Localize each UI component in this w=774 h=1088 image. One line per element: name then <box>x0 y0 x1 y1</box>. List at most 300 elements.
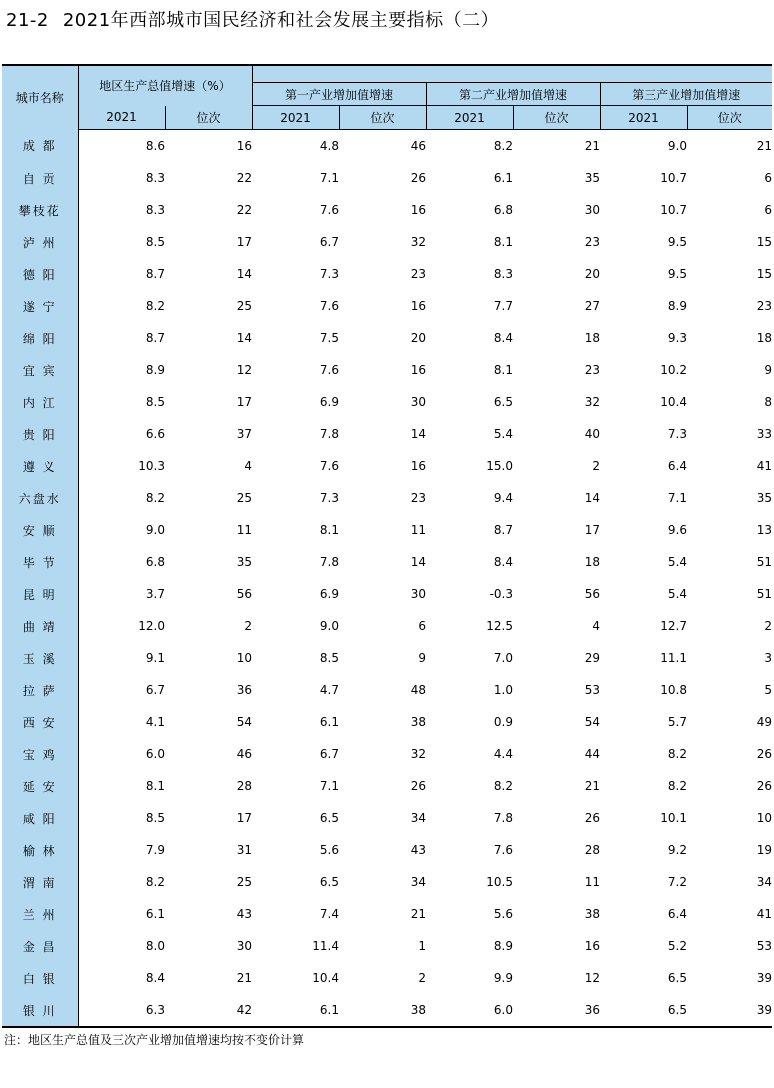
city-cell: 安 顺 <box>2 514 78 546</box>
tertiary-value-cell: 12.7 <box>660 619 687 633</box>
table-row <box>2 642 772 674</box>
secondary-value-cell: 0.9 <box>493 715 513 729</box>
tertiary-value-cell: 7.1 <box>667 491 687 505</box>
primary-value-cell: 10.4 <box>312 971 339 985</box>
gdp-value-cell: 6.3 <box>145 1003 165 1017</box>
tertiary-rank-cell: 49 <box>756 715 773 729</box>
table-row <box>2 994 772 1027</box>
gdp-rank-cell: 43 <box>236 907 252 921</box>
table-row <box>2 674 772 706</box>
city-cell: 攀枝花 <box>2 194 78 226</box>
tertiary-value-cell: 6.5 <box>667 1003 687 1017</box>
table-row <box>2 962 772 994</box>
tertiary-year-header: 2021 <box>600 106 687 130</box>
city-cell: 延 安 <box>2 770 78 802</box>
table-row <box>2 130 772 163</box>
secondary-rank-cell: 23 <box>584 235 600 249</box>
primary-rank-cell: 38 <box>410 1003 426 1017</box>
table-number: 21-2 <box>6 10 49 31</box>
secondary-rank-cell: 2 <box>592 459 600 473</box>
secondary-value-cell: 6.1 <box>493 171 513 185</box>
primary-rank-cell: 16 <box>410 363 426 377</box>
primary-rank-cell: 46 <box>410 139 426 153</box>
tertiary-value-cell: 10.7 <box>660 203 687 217</box>
secondary-value-cell: 7.0 <box>493 651 513 665</box>
primary-rank-cell: 16 <box>410 203 426 217</box>
secondary-value-cell: 1.0 <box>493 683 513 697</box>
gdp-rank-cell: 42 <box>236 1003 252 1017</box>
secondary-rank-cell: 26 <box>584 811 600 825</box>
primary-rank-cell: 38 <box>410 715 426 729</box>
secondary-rank-cell: 56 <box>584 587 600 601</box>
secondary-value-cell: 10.5 <box>486 875 513 889</box>
city-cell: 昆 明 <box>2 578 78 610</box>
tertiary-rank-cell: 21 <box>756 139 773 153</box>
secondary-rank-cell: 54 <box>584 715 600 729</box>
secondary-rank-cell: 44 <box>584 747 600 761</box>
city-cell: 自 贡 <box>2 162 78 194</box>
gdp-value-cell: 8.5 <box>145 811 165 825</box>
tertiary-value-cell: 10.1 <box>660 811 687 825</box>
table-row <box>2 514 772 546</box>
gdp-value-cell: 9.1 <box>145 651 165 665</box>
gdp-rank-cell: 25 <box>236 491 252 505</box>
secondary-value-cell: 9.9 <box>493 971 513 985</box>
gdp-rank-header: 位次 <box>165 106 252 130</box>
primary-value-cell: 6.9 <box>319 395 339 409</box>
gdp-rank-cell: 4 <box>244 459 252 473</box>
primary-rank-header: 位次 <box>339 106 426 130</box>
gdp-value-cell: 6.1 <box>145 907 165 921</box>
secondary-value-cell: 8.2 <box>493 139 513 153</box>
gdp-value-cell: 8.5 <box>145 235 165 249</box>
city-cell: 渭 南 <box>2 866 78 898</box>
primary-value-cell: 6.1 <box>319 715 339 729</box>
gdp-value-cell: 4.1 <box>145 715 165 729</box>
footnote: 注：地区生产总值及三次产业增加值增速均按不变价计算 <box>4 1033 305 1047</box>
primary-year-header: 2021 <box>252 106 339 130</box>
primary-rank-cell: 32 <box>410 235 426 249</box>
table-row <box>2 738 772 770</box>
secondary-rank-cell: 36 <box>584 1003 600 1017</box>
secondary-value-cell: 12.5 <box>486 619 513 633</box>
city-cell: 咸 阳 <box>2 802 78 834</box>
primary-value-cell: 6.1 <box>319 1003 339 1017</box>
primary-value-cell: 7.8 <box>319 555 339 569</box>
secondary-value-cell: 5.4 <box>493 427 513 441</box>
primary-rank-cell: 14 <box>410 427 426 441</box>
tertiary-rank-cell: 53 <box>756 939 773 953</box>
secondary-value-cell: 7.6 <box>493 843 513 857</box>
tertiary-rank-cell: 23 <box>756 299 773 313</box>
secondary-rank-cell: 38 <box>584 907 600 921</box>
gdp-rank-cell: 2 <box>244 619 252 633</box>
secondary-year-header: 2021 <box>426 106 513 130</box>
table-row <box>2 386 772 418</box>
tertiary-value-cell: 6.5 <box>667 971 687 985</box>
tertiary-rank-cell: 34 <box>756 875 773 889</box>
gdp-growth-header: 地区生产总值增速（%） <box>78 65 252 106</box>
gdp-value-cell: 9.0 <box>145 523 165 537</box>
tertiary-value-cell: 7.2 <box>667 875 687 889</box>
gdp-rank-cell: 17 <box>236 395 252 409</box>
table-row <box>2 834 772 866</box>
secondary-value-cell: 8.1 <box>493 363 513 377</box>
gdp-value-cell: 7.9 <box>145 843 165 857</box>
primary-value-cell: 7.8 <box>319 427 339 441</box>
tertiary-rank-cell: 15 <box>756 235 773 249</box>
primary-rank-cell: 30 <box>410 587 426 601</box>
city-cell: 银 川 <box>2 994 78 1027</box>
primary-rank-cell: 9 <box>418 651 426 665</box>
secondary-value-cell: 8.2 <box>493 779 513 793</box>
table-row <box>2 226 772 258</box>
gdp-rank-cell: 35 <box>236 555 252 569</box>
tertiary-rank-cell: 19 <box>756 843 773 857</box>
primary-rank-cell: 6 <box>418 619 426 633</box>
tertiary-rank-cell: 41 <box>756 459 773 473</box>
city-cell: 贵 阳 <box>2 418 78 450</box>
gdp-rank-cell: 10 <box>236 651 252 665</box>
indicator-table <box>2 64 772 1028</box>
gdp-value-cell: 8.6 <box>145 139 165 153</box>
city-cell: 德 阳 <box>2 258 78 290</box>
table-row <box>2 290 772 322</box>
city-cell: 绵 阳 <box>2 322 78 354</box>
primary-rank-cell: 43 <box>410 843 426 857</box>
tertiary-rank-cell: 5 <box>764 683 773 697</box>
secondary-rank-cell: 4 <box>592 619 600 633</box>
gdp-value-cell: 6.6 <box>145 427 165 441</box>
tertiary-rank-cell: 26 <box>756 779 773 793</box>
gdp-rank-cell: 31 <box>236 843 252 857</box>
secondary-rank-cell: 18 <box>584 331 600 345</box>
primary-value-cell: 7.4 <box>319 907 339 921</box>
gdp-value-cell: 8.2 <box>145 875 165 889</box>
gdp-value-cell: 8.9 <box>145 363 165 377</box>
secondary-value-cell: 15.0 <box>486 459 513 473</box>
secondary-rank-cell: 32 <box>584 395 600 409</box>
gdp-value-cell: 8.1 <box>145 779 165 793</box>
gdp-value-cell: 6.8 <box>145 555 165 569</box>
city-cell: 毕 节 <box>2 546 78 578</box>
secondary-industry-header: 第二产业增加值增速 <box>426 83 600 106</box>
primary-rank-cell: 26 <box>410 779 426 793</box>
gdp-rank-cell: 16 <box>236 139 252 153</box>
city-cell: 兰 州 <box>2 898 78 930</box>
gdp-value-cell: 8.2 <box>145 491 165 505</box>
primary-rank-cell: 23 <box>410 267 426 281</box>
header-spacer <box>252 65 772 83</box>
tertiary-rank-cell: 51 <box>756 587 773 601</box>
table-row <box>2 450 772 482</box>
tertiary-value-cell: 10.2 <box>660 363 687 377</box>
primary-rank-cell: 16 <box>410 459 426 473</box>
tertiary-value-cell: 5.4 <box>667 555 687 569</box>
gdp-value-cell: 8.7 <box>145 331 165 345</box>
primary-value-cell: 7.6 <box>319 299 339 313</box>
secondary-value-cell: 8.4 <box>493 555 513 569</box>
table-row <box>2 322 772 354</box>
gdp-rank-cell: 12 <box>236 363 252 377</box>
gdp-rank-cell: 28 <box>236 779 252 793</box>
tertiary-value-cell: 9.5 <box>667 267 687 281</box>
gdp-year-header: 2021 <box>78 106 165 130</box>
primary-rank-cell: 30 <box>410 395 426 409</box>
table-title <box>6 6 499 32</box>
city-cell: 曲 靖 <box>2 610 78 642</box>
gdp-rank-cell: 46 <box>236 747 252 761</box>
tertiary-rank-cell: 51 <box>756 555 773 569</box>
city-cell: 金 昌 <box>2 930 78 962</box>
gdp-rank-cell: 36 <box>236 683 252 697</box>
primary-value-cell: 5.6 <box>319 843 339 857</box>
secondary-rank-cell: 27 <box>584 299 600 313</box>
tertiary-value-cell: 10.4 <box>660 395 687 409</box>
tertiary-value-cell: 8.2 <box>667 747 687 761</box>
city-cell: 成 都 <box>2 130 78 163</box>
city-cell: 六盘水 <box>2 482 78 514</box>
secondary-rank-cell: 14 <box>584 491 600 505</box>
tertiary-value-cell: 8.9 <box>667 299 687 313</box>
gdp-rank-cell: 22 <box>236 171 252 185</box>
primary-value-cell: 7.3 <box>319 267 339 281</box>
table-row <box>2 258 772 290</box>
primary-rank-cell: 34 <box>410 811 426 825</box>
secondary-rank-header: 位次 <box>513 106 600 130</box>
table-row <box>2 706 772 738</box>
primary-value-cell: 6.5 <box>319 811 339 825</box>
secondary-rank-cell: 18 <box>584 555 600 569</box>
secondary-rank-cell: 30 <box>584 203 600 217</box>
secondary-value-cell: 5.6 <box>493 907 513 921</box>
gdp-value-cell: 8.0 <box>145 939 165 953</box>
table-body <box>2 130 772 1028</box>
gdp-rank-cell: 14 <box>236 331 252 345</box>
primary-value-cell: 7.6 <box>319 459 339 473</box>
tertiary-industry-header: 第三产业增加值增速 <box>600 83 772 106</box>
gdp-rank-cell: 54 <box>236 715 252 729</box>
city-cell: 玉 溪 <box>2 642 78 674</box>
tertiary-rank-cell: 6 <box>764 171 773 185</box>
primary-rank-cell: 21 <box>410 907 426 921</box>
tertiary-rank-cell: 39 <box>756 971 773 985</box>
secondary-rank-cell: 11 <box>584 875 600 889</box>
secondary-value-cell: 6.8 <box>493 203 513 217</box>
gdp-rank-cell: 14 <box>236 267 252 281</box>
table-row <box>2 866 772 898</box>
table-row <box>2 354 772 386</box>
tertiary-value-cell: 10.7 <box>660 171 687 185</box>
gdp-rank-cell: 11 <box>236 523 252 537</box>
tertiary-value-cell: 9.0 <box>667 139 687 153</box>
gdp-rank-cell: 22 <box>236 203 252 217</box>
secondary-rank-cell: 17 <box>584 523 600 537</box>
gdp-value-cell: 8.7 <box>145 267 165 281</box>
gdp-value-cell: 8.4 <box>145 971 165 985</box>
tertiary-value-cell: 5.7 <box>667 715 687 729</box>
primary-rank-cell: 23 <box>410 491 426 505</box>
primary-value-cell: 8.1 <box>319 523 339 537</box>
tertiary-value-cell: 7.3 <box>667 427 687 441</box>
gdp-rank-cell: 17 <box>236 811 252 825</box>
secondary-value-cell: 4.4 <box>493 747 513 761</box>
tertiary-value-cell: 11.1 <box>660 651 687 665</box>
tertiary-rank-cell: 15 <box>756 267 773 281</box>
tertiary-rank-cell: 26 <box>756 747 773 761</box>
primary-value-cell: 8.5 <box>319 651 339 665</box>
secondary-rank-cell: 21 <box>584 139 600 153</box>
primary-rank-cell: 26 <box>410 171 426 185</box>
secondary-value-cell: 6.0 <box>493 1003 513 1017</box>
secondary-rank-cell: 16 <box>584 939 600 953</box>
primary-industry-header: 第一产业增加值增速 <box>252 83 426 106</box>
primary-rank-cell: 32 <box>410 747 426 761</box>
tertiary-rank-cell: 9 <box>764 363 773 377</box>
primary-value-cell: 7.3 <box>319 491 339 505</box>
gdp-value-cell: 8.2 <box>145 299 165 313</box>
secondary-value-cell: 8.7 <box>493 523 513 537</box>
city-cell: 白 银 <box>2 962 78 994</box>
primary-value-cell: 4.8 <box>319 139 339 153</box>
secondary-value-cell: 9.4 <box>493 491 513 505</box>
table-header <box>2 65 772 130</box>
gdp-value-cell: 10.3 <box>138 459 165 473</box>
primary-rank-cell: 34 <box>410 875 426 889</box>
primary-value-cell: 7.5 <box>319 331 339 345</box>
table-row <box>2 194 772 226</box>
gdp-value-cell: 8.3 <box>145 171 165 185</box>
secondary-value-cell: -0.3 <box>489 587 513 601</box>
tertiary-rank-cell: 13 <box>756 523 773 537</box>
primary-rank-cell: 20 <box>410 331 426 345</box>
city-cell: 内 江 <box>2 386 78 418</box>
tertiary-value-cell: 6.4 <box>667 907 687 921</box>
table-row <box>2 418 772 450</box>
gdp-value-cell: 8.5 <box>145 395 165 409</box>
table-row <box>2 578 772 610</box>
primary-rank-cell: 48 <box>410 683 426 697</box>
tertiary-value-cell: 5.2 <box>667 939 687 953</box>
tertiary-rank-cell: 10 <box>756 811 773 825</box>
tertiary-value-cell: 9.3 <box>667 331 687 345</box>
gdp-rank-cell: 37 <box>236 427 252 441</box>
primary-value-cell: 11.4 <box>312 939 339 953</box>
primary-value-cell: 7.6 <box>319 363 339 377</box>
gdp-value-cell: 6.0 <box>145 747 165 761</box>
city-cell: 宝 鸡 <box>2 738 78 770</box>
tertiary-rank-header: 位次 <box>687 106 772 130</box>
secondary-rank-cell: 12 <box>584 971 600 985</box>
table-row <box>2 546 772 578</box>
primary-value-cell: 7.1 <box>319 779 339 793</box>
city-cell: 西 安 <box>2 706 78 738</box>
gdp-rank-cell: 21 <box>236 971 252 985</box>
primary-value-cell: 6.7 <box>319 747 339 761</box>
gdp-value-cell: 12.0 <box>138 619 165 633</box>
secondary-rank-cell: 28 <box>584 843 600 857</box>
gdp-value-cell: 6.7 <box>145 683 165 697</box>
secondary-value-cell: 7.8 <box>493 811 513 825</box>
gdp-value-cell: 8.3 <box>145 203 165 217</box>
city-cell: 拉 萨 <box>2 674 78 706</box>
city-cell: 遂 宁 <box>2 290 78 322</box>
tertiary-value-cell: 9.5 <box>667 235 687 249</box>
table-row <box>2 770 772 802</box>
gdp-rank-cell: 25 <box>236 875 252 889</box>
tertiary-rank-cell: 18 <box>756 331 773 345</box>
table-row <box>2 610 772 642</box>
primary-value-cell: 4.7 <box>319 683 339 697</box>
primary-value-cell: 6.9 <box>319 587 339 601</box>
primary-value-cell: 7.6 <box>319 203 339 217</box>
secondary-value-cell: 8.3 <box>493 267 513 281</box>
secondary-rank-cell: 40 <box>584 427 600 441</box>
tertiary-value-cell: 5.4 <box>667 587 687 601</box>
table-row <box>2 162 772 194</box>
tertiary-rank-cell: 8 <box>764 395 773 409</box>
gdp-rank-cell: 17 <box>236 235 252 249</box>
table-row <box>2 482 772 514</box>
city-cell: 榆 林 <box>2 834 78 866</box>
table-row <box>2 802 772 834</box>
primary-rank-cell: 2 <box>418 971 426 985</box>
primary-rank-cell: 14 <box>410 555 426 569</box>
tertiary-rank-cell: 39 <box>756 1003 773 1017</box>
table-title-text: 2021年西部城市国民经济和社会发展主要指标（二） <box>62 10 500 31</box>
table-row <box>2 898 772 930</box>
secondary-rank-cell: 21 <box>584 779 600 793</box>
secondary-value-cell: 8.1 <box>493 235 513 249</box>
tertiary-rank-cell: 35 <box>756 491 773 505</box>
tertiary-rank-cell: 2 <box>764 619 773 633</box>
city-column-header: 城市名称 <box>2 65 78 130</box>
secondary-value-cell: 8.4 <box>493 331 513 345</box>
tertiary-value-cell: 9.2 <box>667 843 687 857</box>
gdp-rank-cell: 56 <box>236 587 252 601</box>
city-cell: 遵 义 <box>2 450 78 482</box>
city-cell: 宜 宾 <box>2 354 78 386</box>
secondary-value-cell: 7.7 <box>493 299 513 313</box>
secondary-rank-cell: 35 <box>584 171 600 185</box>
tertiary-value-cell: 10.8 <box>660 683 687 697</box>
tertiary-rank-cell: 3 <box>764 651 773 665</box>
primary-value-cell: 7.1 <box>319 171 339 185</box>
secondary-rank-cell: 23 <box>584 363 600 377</box>
primary-rank-cell: 1 <box>418 939 426 953</box>
gdp-value-cell: 3.7 <box>145 587 165 601</box>
primary-rank-cell: 11 <box>410 523 426 537</box>
tertiary-rank-cell: 41 <box>756 907 773 921</box>
secondary-value-cell: 6.5 <box>493 395 513 409</box>
tertiary-value-cell: 9.6 <box>667 523 687 537</box>
tertiary-rank-cell: 33 <box>756 427 773 441</box>
table-row <box>2 930 772 962</box>
secondary-rank-cell: 20 <box>584 267 600 281</box>
primary-value-cell: 6.5 <box>319 875 339 889</box>
tertiary-rank-cell: 6 <box>764 203 773 217</box>
secondary-rank-cell: 53 <box>584 683 600 697</box>
gdp-rank-cell: 30 <box>236 939 252 953</box>
tertiary-value-cell: 6.4 <box>667 459 687 473</box>
primary-value-cell: 9.0 <box>319 619 339 633</box>
primary-rank-cell: 16 <box>410 299 426 313</box>
tertiary-value-cell: 8.2 <box>667 779 687 793</box>
secondary-value-cell: 8.9 <box>493 939 513 953</box>
primary-value-cell: 6.7 <box>319 235 339 249</box>
gdp-rank-cell: 25 <box>236 299 252 313</box>
secondary-rank-cell: 29 <box>584 651 600 665</box>
